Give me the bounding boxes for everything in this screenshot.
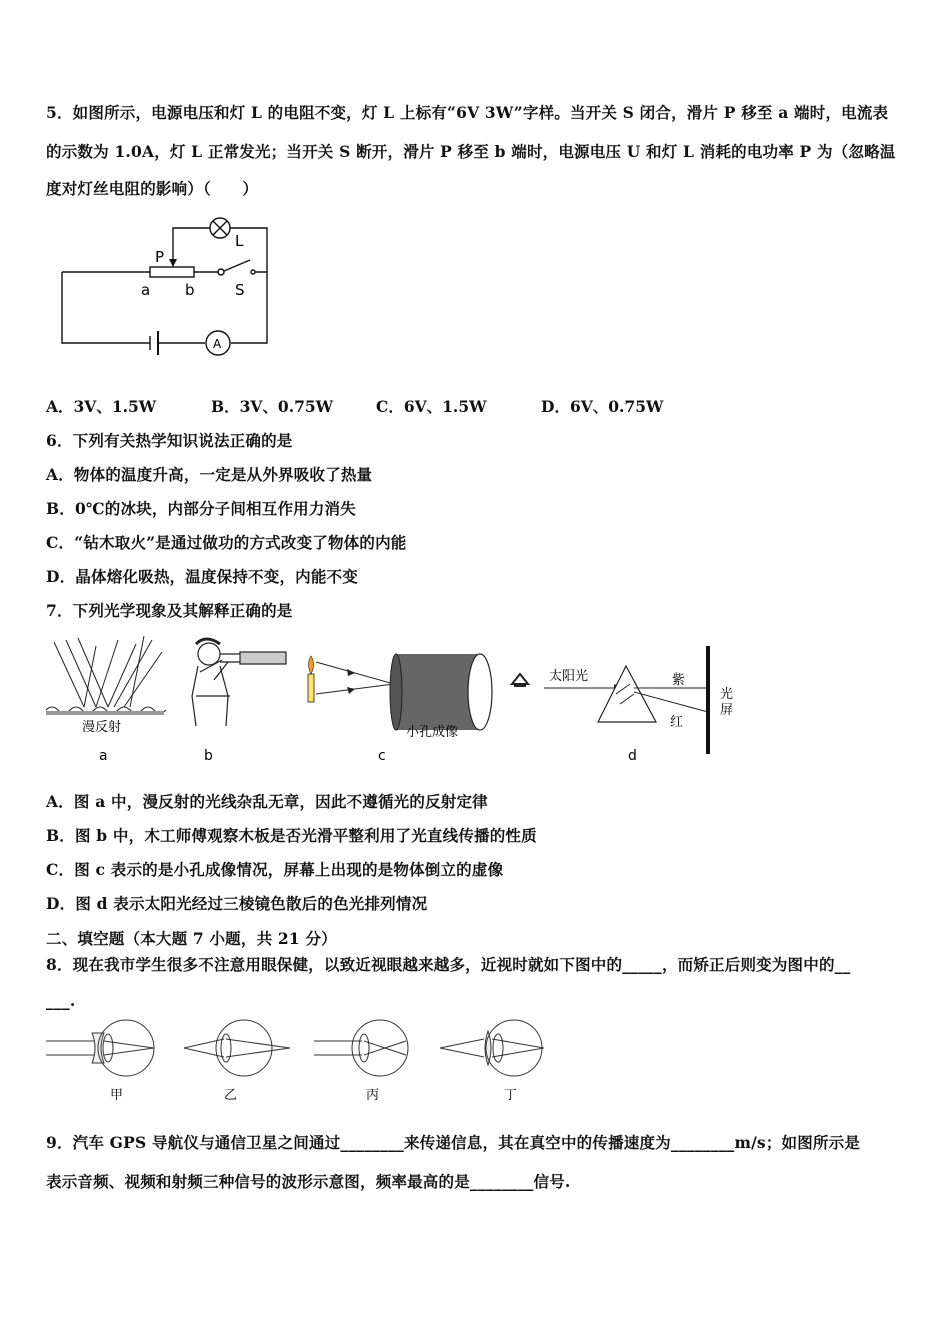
q6-stem: 6．下列有关热学知识说法正确的是 — [46, 431, 293, 450]
q8-line-1: 8．现在我市学生很多不注意用眼保健，以致近视眼越来越多，近视时就如下图中的_____，而矫正后则变为图中的__ — [46, 955, 851, 974]
circuit-label-P: P — [155, 248, 165, 266]
q8-line-2: ___. — [46, 991, 76, 1010]
q5-line-3: 度对灯丝电阻的影响）（ ） — [46, 179, 259, 198]
q7-option-c: C．图 c 表示的是小孔成像情况，屏幕上出现的是物体倒立的虚像 — [46, 860, 504, 879]
q5-circuit-diagram — [55, 210, 275, 358]
fig-d-red-label: 红 — [670, 715, 684, 730]
q6-option-b: B．0℃的冰块，内部分子间相互作用力消失 — [46, 499, 356, 518]
fig-b-label: b — [204, 748, 213, 764]
eye-label-jia: 甲 — [110, 1088, 124, 1103]
q5-line-1: 5．如图所示，电源电压和灯 L 的电阻不变，灯 L 上标有“6V 3W”字样。当开关 S 闭合，滑片 P 移至 a 端时，电流表 — [46, 103, 889, 122]
q8-eye-diagrams — [44, 1015, 584, 1110]
eye-label-yi: 乙 — [224, 1088, 238, 1103]
q7-stem: 7．下列光学现象及其解释正确的是 — [46, 601, 293, 620]
diffuse-reflection-figure — [46, 636, 166, 713]
q6-option-d: D．晶体熔化吸热，温度保持不变，内能不变 — [46, 567, 358, 586]
q6-option-a: A．物体的温度升高，一定是从外界吸收了热量 — [46, 465, 373, 484]
q5-option-a: A．3V、1.5W — [46, 397, 157, 416]
eye-bing — [314, 1020, 408, 1076]
fig-d-purple-label: 紫 — [672, 673, 686, 688]
q9-line-2: 表示音频、视频和射频三种信号的波形示意图，频率最高的是________信号. — [46, 1172, 571, 1191]
circuit-label-b: b — [185, 281, 195, 299]
q7-option-a: A．图 a 中，漫反射的光线杂乱无章，因此不遵循光的反射定律 — [46, 792, 488, 811]
circuit-label-S: S — [235, 281, 245, 299]
q7-optics-figure — [44, 632, 764, 767]
fig-c-label: c — [378, 748, 386, 764]
section-2-heading: 二、填空题（本大题 7 小题，共 21 分） — [46, 929, 337, 948]
q5-option-c: C．6V、1.5W — [376, 397, 487, 416]
fig-d-label: d — [628, 748, 637, 764]
q7-option-d: D．图 d 表示太阳光经过三棱镜色散后的色光排列情况 — [46, 894, 428, 913]
q5-line-2: 的示数为 1.0A，灯 L 正常发光；当开关 S 断开，滑片 P 移至 b 端时，电源电压 U 和灯 L 消耗的电功率 P 为（忽略温 — [46, 142, 896, 161]
fig-a-label: a — [99, 748, 108, 764]
fig-a-caption: 漫反射 — [82, 720, 122, 735]
fig-d-sunlight-label: 太阳光 — [549, 669, 589, 684]
circuit-label-L: L — [235, 232, 244, 250]
eye-ding — [440, 1020, 544, 1076]
q7-option-b: B．图 b 中，木工师傅观察木板是否光滑平整利用了光直线传播的性质 — [46, 826, 537, 845]
prism-figure — [544, 646, 733, 754]
fig-d-screen-label: 光屏 — [720, 687, 734, 718]
circuit-label-a: a — [141, 281, 151, 299]
eye-label-bing: 丙 — [366, 1088, 380, 1103]
q9-line-1: 9．汽车 GPS 导航仪与通信卫星之间通过________来传递信息，其在真空中的传播速度为________m/s；如图所示是 — [46, 1133, 861, 1152]
q5-option-d: D．6V、0.75W — [541, 397, 664, 416]
pinhole-figure — [308, 654, 528, 730]
carpenter-figure — [192, 639, 286, 726]
eye-jia — [46, 1020, 154, 1076]
eye-yi — [184, 1020, 290, 1076]
fig-c-caption: 小孔成像 — [406, 725, 459, 740]
q5-option-b: B．3V、0.75W — [211, 397, 334, 416]
q6-option-c: C．“钻木取火”是通过做功的方式改变了物体的内能 — [46, 533, 407, 552]
eye-label-ding: 丁 — [504, 1088, 518, 1103]
circuit-label-A: A — [213, 337, 222, 351]
